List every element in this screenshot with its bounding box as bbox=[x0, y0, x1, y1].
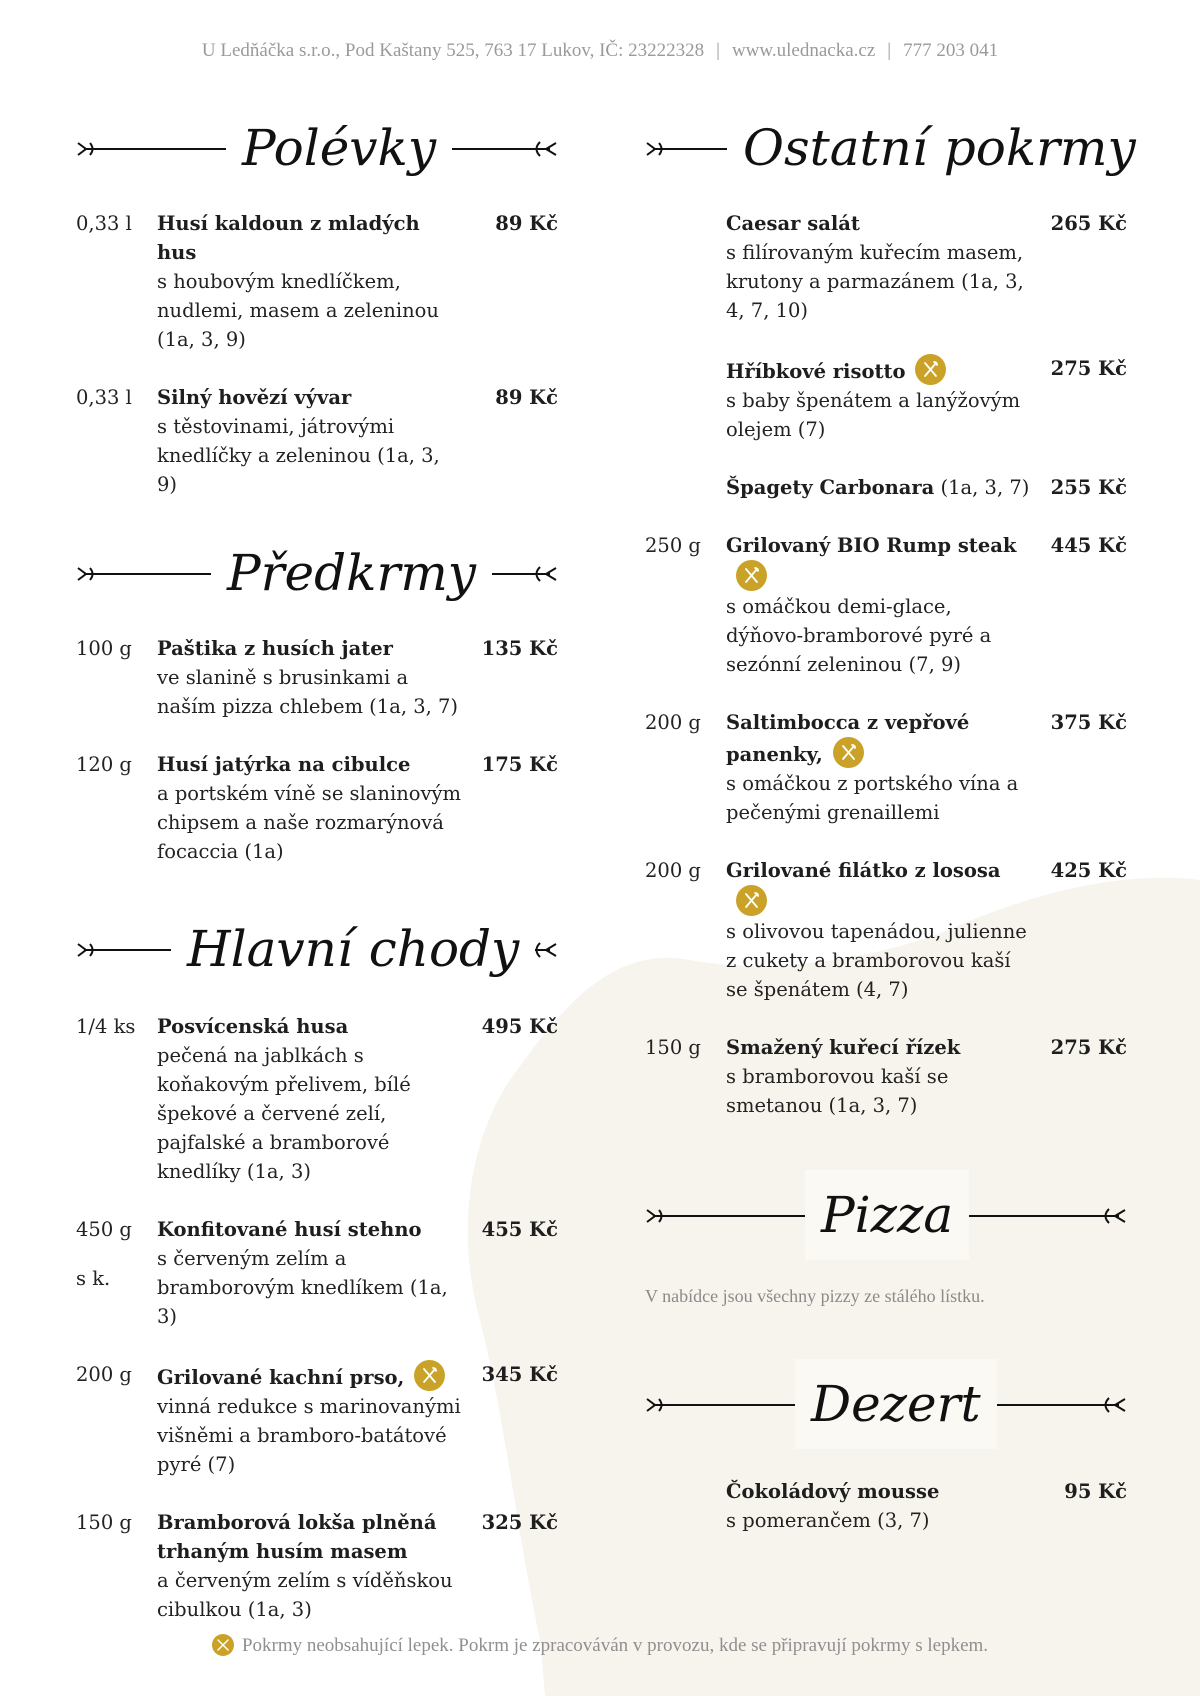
website-link: www.ulednacka.cz bbox=[731, 40, 876, 61]
item-name: Bramborová lokša plněná trhaným husím masem bbox=[157, 1511, 437, 1563]
menu-item bbox=[76, 1508, 558, 1624]
item-name: Caesar salát bbox=[726, 212, 860, 235]
item-description: s omáčkou z portského vína a pečenými grenaillemi bbox=[726, 772, 1019, 824]
item-description: s olivovou tapenádou, julienne z cukety a bramborovou kaší se špenátem (4, 7) bbox=[726, 920, 1027, 1001]
gluten-free-icon bbox=[833, 737, 864, 768]
item-price: 89 Kč bbox=[495, 386, 558, 409]
item-price: 255 Kč bbox=[1050, 476, 1127, 499]
item-price: 275 Kč bbox=[1050, 357, 1127, 380]
menu-item bbox=[76, 750, 558, 866]
item-name: Grilovaný BIO Rump steak bbox=[726, 534, 1017, 557]
section-title: Předkrmy bbox=[211, 528, 492, 618]
item-description: s omáčkou demi-glace, dýňovo-bramborové pyré a sezónní zeleninou (7, 9) bbox=[726, 595, 992, 676]
menu-item bbox=[76, 383, 558, 499]
item-description: s baby špenátem a lanýžovým olejem (7) bbox=[726, 389, 1021, 441]
menu-item bbox=[645, 354, 1127, 444]
item-quantity: 150 g bbox=[76, 1511, 132, 1534]
item-price: 345 Kč bbox=[481, 1363, 558, 1386]
item-name: Silný hovězí vývar bbox=[157, 386, 352, 409]
item-name: Čokoládový mousse bbox=[726, 1480, 940, 1503]
item-price: 375 Kč bbox=[1050, 711, 1127, 734]
footer-legend bbox=[0, 1634, 1200, 1657]
gluten-free-icon bbox=[736, 560, 767, 591]
footer-text: Pokrmy neobsahující lepek. Pokrm je zpracováván v provozu, kde se připravují pokrmy s lepkem. bbox=[241, 1635, 989, 1656]
gluten-free-icon bbox=[736, 885, 767, 916]
item-description: s červeným zelím a bramborovým knedlíkem (1a, 3) bbox=[157, 1247, 448, 1328]
item-quantity: 200 g bbox=[645, 711, 701, 734]
company-info: U Ledňáčka s.r.o., Pod Kaštany 525, 763 17 Lukov, IČ: 23222328 bbox=[201, 40, 705, 61]
section-header-hlavni-chody bbox=[76, 904, 558, 994]
section-title: Dezert bbox=[795, 1359, 997, 1449]
item-name: Posvícenská husa bbox=[157, 1015, 349, 1038]
section-header-predkrmy bbox=[76, 528, 558, 618]
phone-number: 777 203 041 bbox=[903, 40, 999, 61]
item-quantity: 1/4 ks bbox=[76, 1015, 136, 1038]
separator: | bbox=[887, 40, 892, 61]
gluten-free-icon bbox=[915, 354, 946, 385]
item-price: 175 Kč bbox=[481, 753, 558, 776]
item-quantity-weight: 450 g bbox=[76, 1218, 132, 1241]
item-quantity-unit: s k. bbox=[76, 1267, 111, 1290]
item-name: Špagety Carbonara bbox=[726, 476, 935, 499]
item-quantity: 0,33 l bbox=[76, 386, 132, 409]
item-name: Husí jatýrka na cibulce bbox=[157, 753, 411, 776]
menu-item bbox=[645, 1477, 1127, 1535]
menu-item bbox=[76, 209, 558, 354]
item-description: a červeným zelím s víděňskou cibulkou (1a, 3) bbox=[157, 1569, 453, 1621]
item-name: Saltimbocca z vepřové panenky, bbox=[726, 711, 970, 766]
item-price: 445 Kč bbox=[1050, 534, 1127, 557]
item-description: s bramborovou kaší se smetanou (1a, 3, 7) bbox=[726, 1065, 949, 1117]
item-quantity: 120 g bbox=[76, 753, 132, 776]
separator: | bbox=[716, 40, 720, 61]
item-description: vinná redukce s marinovanými višněmi a bramboro-batátové pyré (7) bbox=[157, 1395, 461, 1476]
item-quantity: 200 g bbox=[76, 1363, 132, 1386]
menu-item bbox=[76, 1360, 558, 1479]
item-quantity: 100 g bbox=[76, 637, 132, 660]
item-description: a portském víně se slaninovým chipsem a naše rozmarýnová focaccia (1a) bbox=[157, 782, 462, 863]
menu-item bbox=[645, 209, 1127, 325]
item-quantity: 250 g bbox=[645, 534, 701, 557]
item-price: 265 Kč bbox=[1050, 212, 1127, 235]
item-name: Paštika z husích jater bbox=[157, 637, 393, 660]
menu-column-left bbox=[76, 0, 558, 1653]
item-price: 89 Kč bbox=[495, 212, 558, 235]
gluten-free-icon bbox=[212, 1634, 234, 1656]
section-title: Polévky bbox=[226, 103, 452, 193]
menu-item bbox=[645, 473, 1127, 502]
menu-item bbox=[645, 856, 1127, 1004]
item-quantity: 150 g bbox=[645, 1036, 701, 1059]
section-title: Hlavní chody bbox=[171, 904, 535, 994]
item-quantity: 0,33 l bbox=[76, 212, 132, 235]
item-price: 425 Kč bbox=[1050, 859, 1127, 882]
menu-item bbox=[76, 634, 558, 721]
item-name: Grilované kachní prso, bbox=[157, 1366, 405, 1389]
item-quantity bbox=[76, 1215, 152, 1293]
item-price: 95 Kč bbox=[1064, 1480, 1127, 1503]
menu-item bbox=[645, 531, 1127, 679]
section-header-pizza bbox=[645, 1170, 1127, 1260]
menu-item bbox=[645, 1033, 1127, 1120]
menu-column-right bbox=[645, 0, 1136, 1564]
item-price: 135 Kč bbox=[481, 637, 558, 660]
item-description: s filírovaným kuřecím masem, krutony a parmazánem (1a, 3, 4, 7, 10) bbox=[726, 241, 1024, 322]
menu-item bbox=[645, 708, 1127, 827]
section-header-polevky bbox=[76, 103, 558, 193]
pizza-note: V nabídce jsou všechny pizzy ze stálého lístku. bbox=[645, 1286, 985, 1306]
item-price: 275 Kč bbox=[1050, 1036, 1127, 1059]
item-name: Hříbkové risotto bbox=[726, 360, 906, 383]
item-description: s těstovinami, játrovými knedlíčky a zeleninou (1a, 3, 9) bbox=[157, 415, 440, 496]
section-header-dezert bbox=[645, 1359, 1127, 1449]
item-price: 325 Kč bbox=[481, 1511, 558, 1534]
section-header-ostatni-pokrmy bbox=[645, 103, 1136, 193]
item-name: Smažený kuřecí řízek bbox=[726, 1036, 961, 1059]
section-title: Ostatní pokrmy bbox=[727, 103, 1152, 193]
item-description: s pomerančem (3, 7) bbox=[726, 1509, 930, 1532]
item-quantity: 200 g bbox=[645, 859, 701, 882]
item-name: Grilované filátko z lososa bbox=[726, 859, 1001, 882]
menu-item bbox=[76, 1215, 558, 1331]
section-title: Pizza bbox=[805, 1170, 969, 1260]
gluten-free-icon bbox=[414, 1360, 445, 1391]
item-allergens: (1a, 3, 7) bbox=[940, 476, 1030, 499]
item-price: 495 Kč bbox=[481, 1015, 558, 1038]
item-description: ve slanině s brusinkami a naším pizza chlebem (1a, 3, 7) bbox=[157, 666, 459, 718]
item-name: Konfitované husí stehno bbox=[157, 1218, 422, 1241]
menu-item bbox=[76, 1012, 558, 1186]
item-description: pečená na jablkách s koňakovým přelivem, bílé špekové a červené zelí, pajfalské a bramborové knedlíky (1a, 3) bbox=[157, 1044, 411, 1183]
item-price: 455 Kč bbox=[481, 1218, 558, 1241]
item-description: s houbovým knedlíčkem, nudlemi, masem a zeleninou (1a, 3, 9) bbox=[157, 270, 439, 351]
item-name: Husí kaldoun z mladých hus bbox=[157, 212, 420, 264]
